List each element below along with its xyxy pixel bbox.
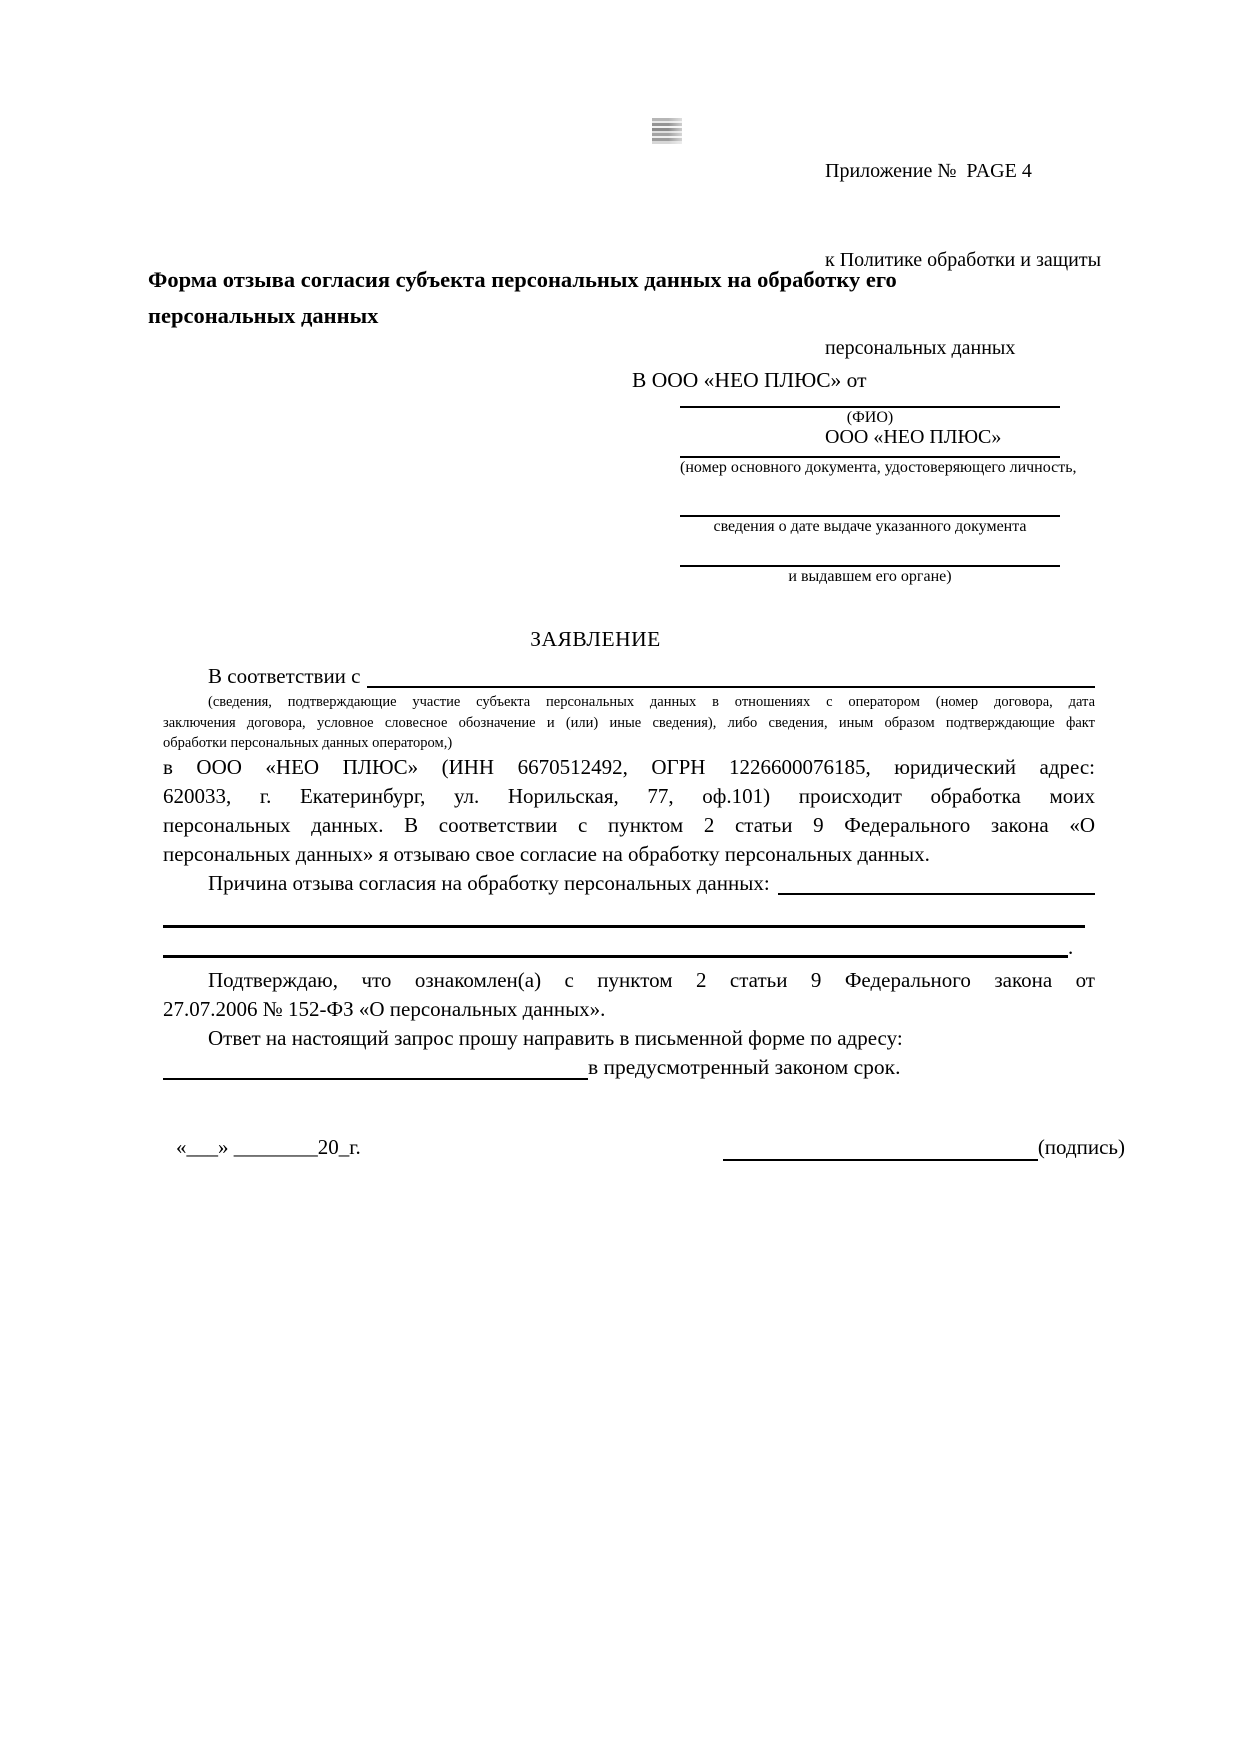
body-line: персональных данных. В соответствии с пунктом 2 статьи 9 Федерального закона «О: [163, 813, 1095, 837]
confirmation-line: Подтверждаю, что ознакомлен(а) с пунктом 2 статьи 9 Федерального закона от: [208, 968, 1095, 992]
signature-area: [723, 1133, 1125, 1161]
appendix-line: к Политике обработки и защиты: [825, 248, 1102, 271]
intro-prefix: В соответствии с: [208, 664, 361, 688]
appendix-line: Приложение № PAGE 4: [825, 160, 1032, 182]
fio-blank-line: [680, 390, 1060, 408]
appendix-line: персональных данных: [825, 337, 1016, 359]
signature-caption: (подпись): [1037, 1135, 1125, 1159]
form-title: [148, 262, 1108, 333]
body-line: 620033, г. Екатеринбург, ул. Норильская, 77, оф.101) происходит обработка моих: [163, 784, 1095, 808]
reason-continuation-blank-line-1: [163, 906, 1085, 928]
issue-date-blank-line: [680, 478, 1060, 517]
statement-body: [163, 753, 1095, 869]
intro-blank-line: [367, 662, 1096, 688]
body-line: персональных данных» я отзываю свое согласие на обработку персональных данных.: [163, 842, 930, 866]
blank-line-segment: [163, 936, 1068, 958]
footnote-line: (сведения, подтверждающие участие субъекта персональных данных в отношениях с оператором (номер договора, дата: [208, 694, 1095, 710]
form-title-line: персональных данных: [148, 302, 379, 328]
form-title-line: Форма отзыва согласия субъекта персональных данных на обработку его: [148, 267, 897, 292]
footnote-line: обработки персональных данных оператором,): [163, 735, 453, 751]
issuing-authority-caption: и выдавшем его органе): [788, 568, 952, 585]
footnote: [163, 692, 1095, 754]
sentence-period: .: [1068, 935, 1074, 959]
reason-blank-line: [778, 869, 1095, 895]
reply-suffix: в предусмотренный законом срок.: [588, 1055, 901, 1079]
addressee-fields: [680, 390, 1077, 587]
issue-date-caption: сведения о дате выдаче указанного документа: [713, 518, 1027, 535]
confirmation-line: 27.07.2006 № 152-ФЗ «О персональных данных».: [163, 997, 606, 1021]
reason-prefix: Причина отзыва согласия на обработку персональных данных:: [208, 871, 770, 895]
signature-row: [176, 1133, 1125, 1161]
signature-blank-line: [723, 1135, 1038, 1161]
document-number-blank-line: [680, 428, 1060, 458]
reply-request-line: Ответ на настоящий запрос прошу направить в письменной форме по адресу:: [208, 1026, 903, 1050]
reason-continuation-blank-line-2: [163, 936, 1095, 958]
reason-line: [163, 869, 1095, 898]
statement-heading: ЗАЯВЛЕНИЕ: [530, 627, 661, 651]
date-fill-line: «___» ________20_г.: [176, 1135, 361, 1159]
intro-line: [163, 662, 1095, 690]
addressee-to-line: В ООО «НЕО ПЛЮС» от: [632, 368, 867, 392]
issuing-authority-blank-line: [680, 537, 1060, 567]
body-line: в ООО «НЕО ПЛЮС» (ИНН 6670512492, ОГРН 1226600076185, юридический адрес:: [163, 755, 1095, 779]
appendix-line: ООО «НЕО ПЛЮС»: [825, 425, 1002, 448]
reply-address-row: [163, 1053, 1095, 1082]
footnote-line: заключения договора, условное словесное обозначение и (или) иные сведения), либо сведения, иным образом подтверждающие факт: [163, 714, 1095, 731]
fio-caption: (ФИО): [846, 409, 894, 426]
confirmation-paragraph: [163, 966, 1095, 1024]
address-blank-line: [163, 1053, 588, 1080]
document-number-caption: (номер основного документа, удостоверяющего личность,: [680, 459, 1077, 476]
pixel-artifact-icon: [652, 118, 682, 144]
